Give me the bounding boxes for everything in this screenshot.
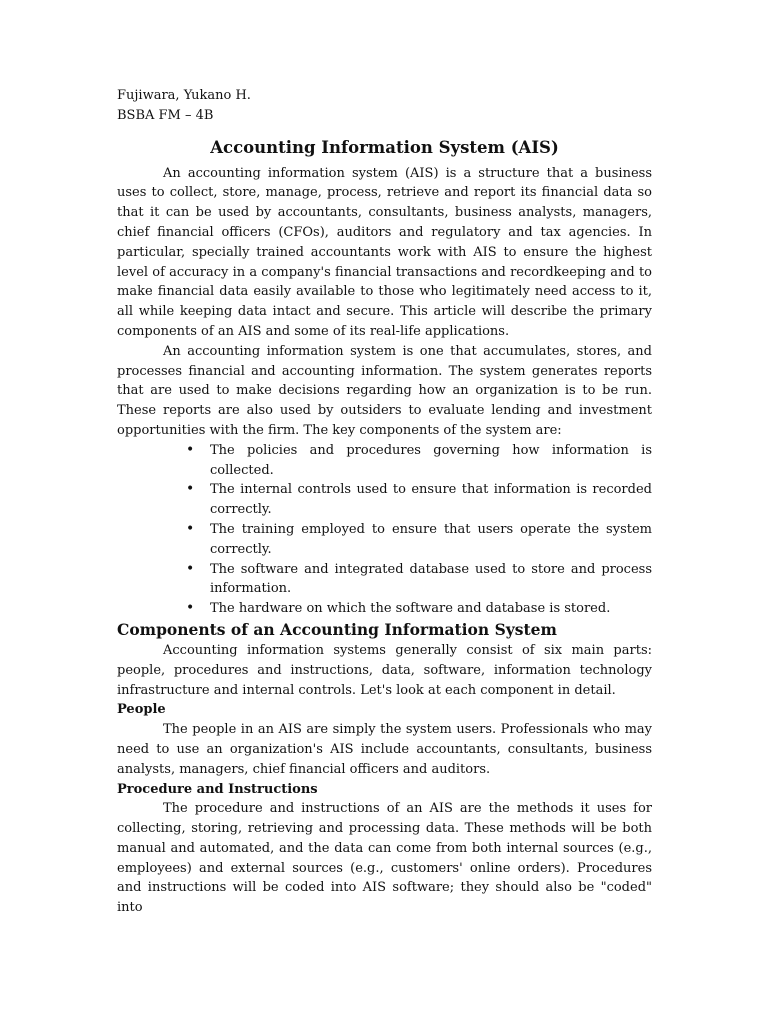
- intro-paragraph-2: An accounting information system is one that accumulates, stores, and processes financial and accounting information. The system generates reports that are used to make decisions regarding how an organization is to be run. These reports are also used by outsiders to evaluate lending and investment opportunities with the firm. The key components of the system are:: [117, 343, 652, 438]
- key-components-list: [117, 441, 652, 619]
- list-item: • The software and integrated database used to store and process information.: [210, 560, 652, 600]
- document-title: Accounting Information System (AIS): [210, 137, 559, 157]
- components-intro: Accounting information systems generally consist of six main parts: people, procedures and instructions, data, software, information technology infrastructure and internal controls. Let's look at each component in detail.: [117, 642, 652, 698]
- people-heading: People: [117, 702, 166, 718]
- class-section: BSBA FM – 4B: [117, 107, 214, 123]
- people-paragraph: The people in an AIS are simply the system users. Professionals who may need to use an organization's AIS include accountants, consultants, business analysts, managers, chief financial officers and auditors.: [117, 722, 652, 777]
- list-item: • The hardware on which the software and database is stored.: [210, 599, 652, 619]
- document-body: [117, 86, 652, 918]
- list-item: • The internal controls used to ensure that information is recorded correctly.: [210, 480, 652, 520]
- procedures-heading: Procedure and Instructions: [117, 781, 318, 797]
- list-item: • The policies and procedures governing how information is collected.: [210, 441, 652, 481]
- author-name: Fujiwara, Yukano H.: [117, 88, 251, 103]
- intro-paragraph-1: An accounting information system (AIS) is a structure that a business uses to collect, store, manage, process, retrieve and report its financial data so that it can be used by accountants, consultants, business analysts, managers, chief financial officers (CFOs), auditors and regulatory and tax agencies. In particular, specially trained accountants work with AIS to ensure the highest level of accuracy in a company's financial transactions and recordkeeping and to make financial data easily available to those who legitimately need access to it, all while keeping data intact and secure. This article will describe the primary components of an AIS and some of its real-life applications.: [117, 165, 652, 339]
- procedures-paragraph: The procedure and instructions of an AIS are the methods it uses for collecting, storing, retrieving and processing data. These methods will be both manual and automated, and the data can come from both internal sources (e.g., employees) and external sources (e.g., customers' online orders). Procedures and instructions will be coded into AIS software; they should also be "coded" into: [117, 801, 652, 916]
- components-heading: Components of an Accounting Information System: [117, 619, 557, 639]
- list-item: • The training employed to ensure that users operate the system correctly.: [210, 520, 652, 560]
